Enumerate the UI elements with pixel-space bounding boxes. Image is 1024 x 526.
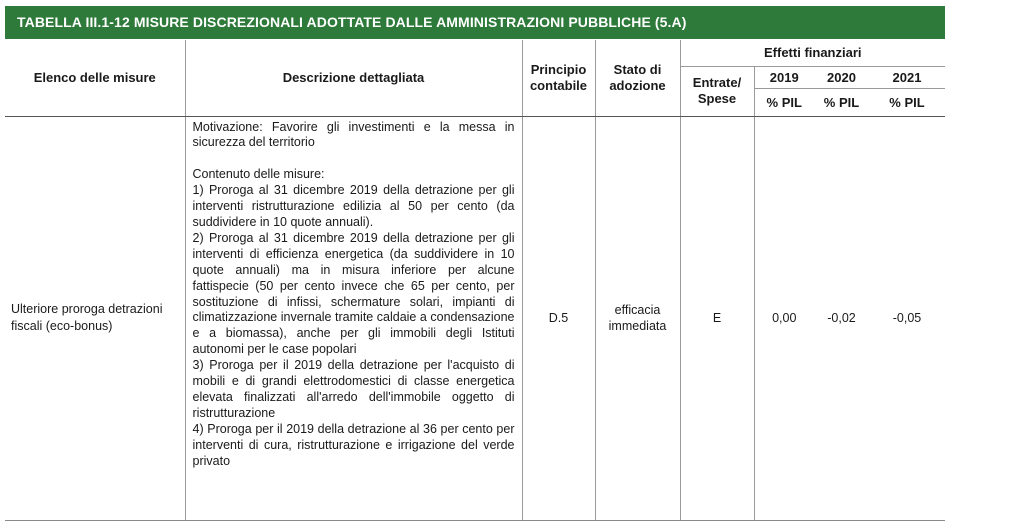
value-2020: -0,02 bbox=[814, 116, 869, 520]
header-elenco: Elenco delle misure bbox=[5, 40, 185, 116]
measure-name: Ulteriore proroga detrazioni fiscali (eco-bonus) bbox=[5, 116, 185, 520]
description-item-3: 3) Proroga per il 2019 della detrazione per l'acquisto di mobili e di grandi elettrodomestici di classe energetica elevata finalizzati all'arredo dell'immobile oggetto di ristrutturazione bbox=[192, 358, 515, 420]
header-entrate-line2: Spese bbox=[697, 91, 737, 106]
header-unit-2019: % PIL bbox=[754, 88, 814, 116]
header-stato bbox=[595, 40, 680, 116]
header-principio-line1: Principio bbox=[530, 61, 587, 77]
header-unit-2020: % PIL bbox=[814, 88, 869, 116]
description-item-1: 1) Proroga al 31 dicembre 2019 della detrazione per gli interventi ristrutturazione edilizia al 50 per cento (da suddividere in 10 quote annuali). bbox=[192, 183, 515, 230]
value-2019: 0,00 bbox=[754, 116, 814, 520]
value-2021: -0,05 bbox=[869, 116, 945, 520]
description-item-2: 2) Proroga al 31 dicembre 2019 della detrazione per gli interventi di efficienza energetica (da suddividere in 10 quote annuali) ma in misura inferiore per alcune fattispecie (50 per cento invece che 65 per cento, per sostituzione di infissi, schermature solari, impianti di climatizzazione invernale tramite caldaie a condensazione e a biomassa), anche per gli immobili degli Istituti autonomi per le case popolari bbox=[192, 230, 515, 357]
table-bottom-rule bbox=[5, 520, 945, 521]
stato-value: efficacia immediata bbox=[595, 116, 680, 520]
principio-value: D.5 bbox=[522, 116, 595, 520]
table-row bbox=[5, 116, 945, 520]
header-stato-line1: Stato di bbox=[613, 61, 662, 77]
header-descrizione: Descrizione dettagliata bbox=[185, 40, 522, 116]
header-principio bbox=[522, 40, 595, 116]
header-effetti: Effetti finanziari bbox=[680, 40, 945, 66]
entrate-value: E bbox=[680, 116, 754, 520]
description-contenuto-title: Contenuto delle misure: bbox=[192, 167, 325, 182]
description-motivazione: Motivazione: Favorire gli investimenti e la messa in sicurezza del territorio bbox=[192, 119, 515, 150]
measure-description bbox=[185, 116, 522, 520]
description-item-4: 4) Proroga per il 2019 della detrazione al 36 per cento per interventi di cura, ristrutturazione e irrigazione del verde privato bbox=[192, 421, 515, 468]
header-year-2019: 2019 bbox=[754, 66, 814, 88]
header-entrate bbox=[680, 66, 754, 116]
measures-table bbox=[5, 40, 945, 520]
header-unit-2021: % PIL bbox=[869, 88, 945, 116]
header-stato-line2: adozione bbox=[609, 77, 666, 93]
header-entrate-line1: Entrate/ bbox=[692, 75, 742, 90]
header-year-2021: 2021 bbox=[869, 66, 945, 88]
table-title: TABELLA III.1-12 MISURE DISCREZIONALI ADOTTATE DALLE AMMINISTRAZIONI PUBBLICHE (5.A) bbox=[5, 6, 945, 39]
header-year-2020: 2020 bbox=[814, 66, 869, 88]
header-principio-line2: contabile bbox=[529, 77, 588, 93]
